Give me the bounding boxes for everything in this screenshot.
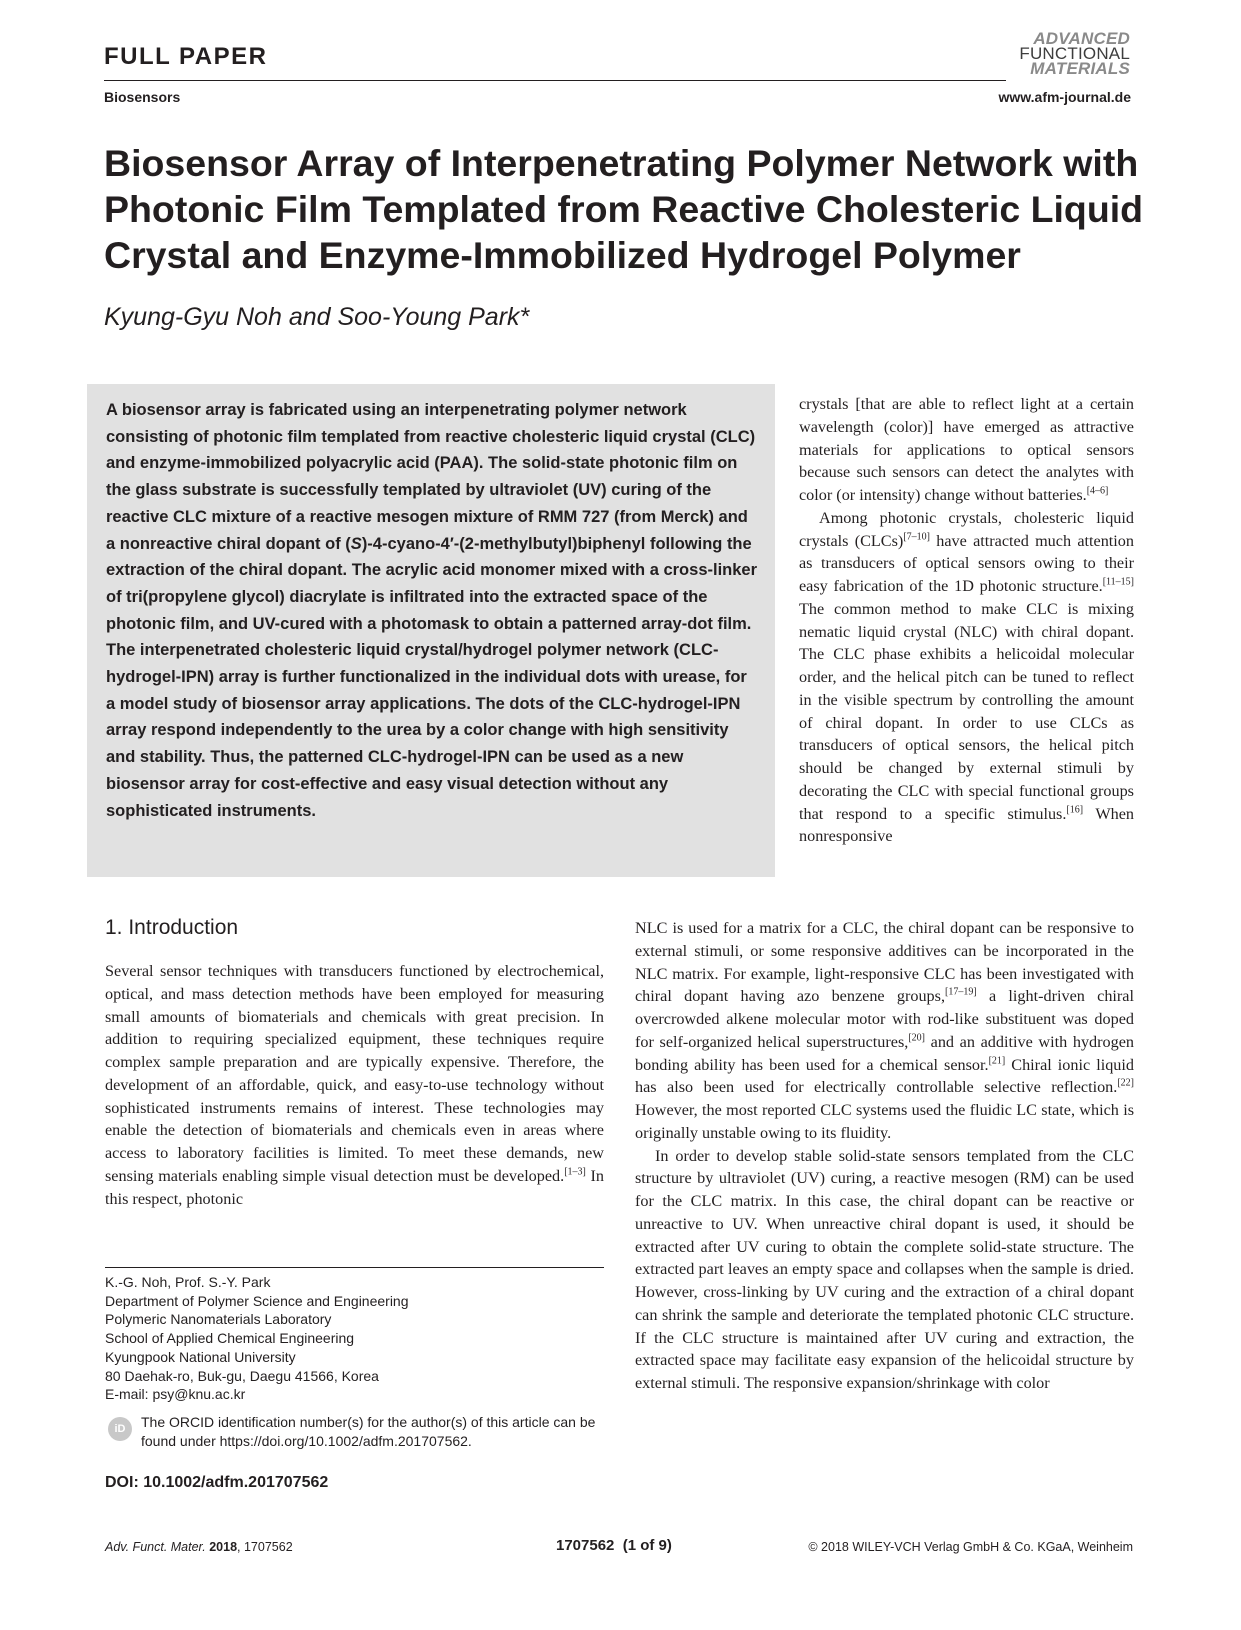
citation[interactable]: [16] xyxy=(1066,804,1084,816)
right-column-bottom xyxy=(635,917,1134,1395)
journal-logo-line-2: FUNCTIONAL xyxy=(1019,44,1130,63)
citation[interactable]: [7–10] xyxy=(903,531,930,543)
citation[interactable]: [22] xyxy=(1117,1077,1134,1089)
citation[interactable]: [20] xyxy=(908,1032,925,1044)
article-authors: Kyung-Gyu Noh and Soo-Young Park* xyxy=(104,303,530,331)
paragraph: Several sensor techniques with transducers functioned by electrochemical, optical, and mass detection methods have been employed for measuring small amounts of biomaterials and chemicals with great precision. In addition to requiring specialized equipment, these techniques require complex sample preparation and are typically expensive. Therefore, the development of an affordable, quick, and easy-to-use technology without sophisticated instruments remains of interest. These technologies may enable the detection of biomaterials and chemicals even in areas where access to laboratory facilities is limited. To meet these demands, new sensing materials enabling simple visual detection must be developed.[1–3] In this respect, photonic xyxy=(105,962,604,1208)
abstract-text: A biosensor array is fabricated using an interpenetrating polymer network consisting of photonic film templated from reactive cholesteric liquid crystal (CLC) and enzyme-immobilized polyacrylic acid (PAA). The solid-state photonic film on the glass substrate is successfully templated by ultraviolet (UV) curing of the reactive CLC mixture of a reactive mesogen mixture of RMM 727 (from Merck) and a nonreactive chiral dopant of (S)-4-cyano-4′-(2-methylbutyl)biphenyl following the extraction of the chiral dopant. The acrylic acid monomer mixed with a cross-linker of tri(propylene glycol) diacrylate is infiltrated into the extracted space of the photonic film, and UV-cured with a photomask to obtain a patterned array-dot film. The interpenetrated cholesteric liquid crystal/hydrogel polymer network (CLC-hydrogel-IPN) array is further functionalized in the individual dots with urease, for a model study of biosensor array applications. The dots of the CLC-hydrogel-IPN array respond independently to the urea by a color change with high sensitivity and stability. Thus, the patterned CLC-hydrogel-IPN can be used as a new biosensor array for cost-effective and easy visual detection without any sophisticated instruments. xyxy=(106,401,758,820)
citation[interactable]: [17–19] xyxy=(945,986,977,998)
affiliation-line: 80 Daehak-ro, Buk-gu, Daegu 41566, Korea xyxy=(105,1367,379,1384)
journal-logo xyxy=(960,31,1130,76)
journal-logo-line-3: MATERIALS xyxy=(1030,59,1130,78)
citation[interactable]: [1–3] xyxy=(564,1166,586,1178)
paragraph: NLC is used for a matrix for a CLC, the chiral dopant can be responsive to external stimuli, or some responsive additives can be incorporated in the NLC matrix. For example, light-responsive CLC has been investigated with chiral dopant having azo benzene groups,[17–19] a light-driven chiral overcrowded alkene molecular motor with rod-like substituent was doped for self-organized helical superstructures,[20] and an additive with hydrogen bonding ability has been used for a chemical sensor.[21] Chiral ionic liquid has also been used for electrically controllable selective reflection.[22] However, the most reported CLC systems used the fluidic LC state, which is originally unstable owing to its fluidity. xyxy=(635,919,1134,1142)
journal-logo-line-1: ADVANCED xyxy=(1033,29,1130,48)
orcid-icon[interactable]: iD xyxy=(108,1417,132,1441)
orcid-note: The ORCID identification number(s) for the author(s) of this article can be found under https://doi.org/10.1002/adfm.201707562. xyxy=(141,1414,596,1449)
journal-website-link[interactable]: www.afm-journal.de xyxy=(998,89,1131,105)
affiliation-line: Polymeric Nanomaterials Laboratory xyxy=(105,1311,332,1328)
affiliation-rule xyxy=(105,1267,604,1268)
affiliation-line: School of Applied Chemical Engineering xyxy=(105,1330,355,1347)
affiliation-block xyxy=(105,1273,604,1404)
left-column-text xyxy=(105,960,604,1210)
citation[interactable]: [21] xyxy=(988,1055,1006,1067)
affiliation-line: Kyungpook National University xyxy=(105,1348,296,1365)
affiliation-line: Department of Polymer Science and Engineering xyxy=(105,1292,409,1309)
footer-copyright: © 2018 WILEY-VCH Verlag GmbH & Co. KGaA, Weinheim xyxy=(808,1540,1133,1554)
header-rule xyxy=(104,80,1006,81)
citation[interactable]: [11–15] xyxy=(1102,576,1134,588)
email-link[interactable]: E-mail: psy@knu.ac.kr xyxy=(105,1386,246,1403)
page-number: 1707562 (1 of 9) xyxy=(556,1537,672,1554)
category-label: Biosensors xyxy=(104,89,181,105)
citation[interactable]: [4–6] xyxy=(1086,485,1109,497)
paragraph: In order to develop stable solid-state sensors templated from the CLC structure by ultraviolet (UV) curing, a reactive mesogen (RM) can be used for the CLC matrix. In this case, the chiral dopant can be reactive or unreactive to UV. When unreactive chiral dopant is used, it should be extracted after UV curing to obtain the complete solid-state structure. The extracted part leaves an empty space and collapses when the sample is dried. However, cross-linking by UV curing and the extraction of a chiral dopant can shrink the sample and deteriorate the templated photonic CLC structure. If the CLC structure is maintained after UV curing and extraction, the extracted space may facilitate easy expansion of the helicoidal structure by external stimuli. The responsive expansion/shrinkage with color xyxy=(635,1146,1134,1392)
paragraph: crystals [that are able to reflect light at a certain wavelength (color)] have emerged as attractive materials for applications to optical sensors because such sensors can detect the analytes with color (or intensity) change without batteries.[4–6] xyxy=(799,395,1134,504)
right-column-top xyxy=(799,393,1134,848)
paragraph: Among photonic crystals, cholesteric liquid crystals (CLCs)[7–10] have attracted much attention as transducers of optical sensors owing to their easy fabrication of the 1D photonic structure.[11–15] The common method to make CLC is mixing nematic liquid crystal (NLC) with chiral dopant. The CLC phase exhibits a helicoidal molecular order, and the helical pitch can be tuned to reflect in the visible spectrum by controlling the amount of chiral dopant. In order to use CLCs as transducers of optical sensors, the helical pitch should be changed by external stimuli by decorating the CLC with special functional groups that respond to a specific stimulus.[16] When nonresponsive xyxy=(799,508,1134,846)
article-title: Biosensor Array of Interpenetrating Polymer Network with Photonic Film Templated from Reactive Cholesteric Liquid Crystal and Enzyme-Immobilized Hydrogel Polymer xyxy=(104,142,1144,276)
footer-citation: Adv. Funct. Mater. 2018, 1707562 xyxy=(105,1540,293,1554)
affiliation-line: K.-G. Noh, Prof. S.-Y. Park xyxy=(105,1274,271,1290)
section-label: FULL PAPER xyxy=(104,43,268,70)
introduction-heading: 1. Introduction xyxy=(105,916,239,939)
doi-label[interactable]: DOI: 10.1002/adfm.201707562 xyxy=(105,1474,329,1491)
